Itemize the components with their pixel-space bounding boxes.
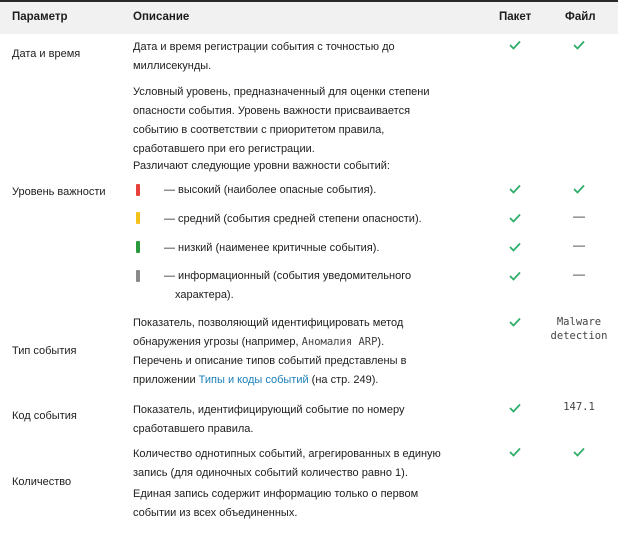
desc-line: Условный уровень, предназначенный для оценки степени xyxy=(133,86,430,98)
desc-line: Перечень и описание типов событий представлены в xyxy=(133,355,407,367)
check-icon xyxy=(509,403,523,417)
desc-line: событии из всех объединенных. xyxy=(133,507,298,519)
desc-line: запись (для одиночных событий количество равно 1). xyxy=(133,467,408,479)
desc-line: Дата и время регистрации события с точностью до xyxy=(133,41,395,53)
code-sample: Аномалия ARP xyxy=(301,336,378,348)
check-icon xyxy=(509,447,523,461)
code-file-value: 147.1 xyxy=(563,401,595,413)
check-icon xyxy=(509,242,523,256)
row-severity-param: Уровень важности xyxy=(12,186,106,198)
severity-info-marker xyxy=(136,270,140,282)
dash-mark: — xyxy=(573,209,585,223)
severity-info-label xyxy=(164,267,474,305)
check-icon xyxy=(509,271,523,285)
desc-line: событию в соответствии с приоритетом правила, xyxy=(133,124,385,136)
desc-text: приложении xyxy=(133,374,199,386)
desc-line: опасности события. Уровень важности присваивается xyxy=(133,105,411,117)
severity-low-label: — низкий (наименее критичные события). xyxy=(164,242,380,254)
row-type-param: Тип события xyxy=(12,345,77,357)
severity-low-marker xyxy=(136,241,140,253)
severity-medium-label: — средний (события средней степени опасности). xyxy=(164,213,422,225)
row-count-desc-extra xyxy=(133,485,478,523)
desc-line: миллисекунды. xyxy=(133,60,212,72)
check-icon xyxy=(509,317,523,331)
desc-line xyxy=(133,333,478,352)
row-code-desc xyxy=(133,401,478,439)
level-line: характера). xyxy=(175,289,234,301)
header-file: Файл xyxy=(565,11,596,23)
header-param: Параметр xyxy=(12,11,68,23)
row-count-desc xyxy=(133,445,478,483)
row-severity-desc xyxy=(133,83,478,159)
check-icon xyxy=(573,184,587,198)
desc-text: обнаружения угрозы (например, xyxy=(133,336,302,348)
check-icon xyxy=(509,184,523,198)
severity-high-label: — высокий (наиболее опасные события). xyxy=(164,184,377,196)
row-datetime-desc xyxy=(133,38,478,76)
desc-line: Единая запись содержит информацию только о первом xyxy=(133,488,419,500)
desc-line: сработавшего правила. xyxy=(133,423,254,435)
level-line: — информационный (события уведомительного xyxy=(164,270,412,282)
dash-mark: — xyxy=(573,267,585,281)
mono-line: detection xyxy=(550,330,608,342)
desc-line: Показатель, идентифицирующий событие по номеру xyxy=(133,404,405,416)
desc-line: сработавшего при его регистрации. xyxy=(133,143,315,155)
severity-medium-marker xyxy=(136,212,140,224)
header-packet: Пакет xyxy=(499,11,532,23)
check-icon xyxy=(509,213,523,227)
header-desc: Описание xyxy=(133,11,190,23)
severity-high-marker xyxy=(136,184,140,196)
row-count-param: Количество xyxy=(12,476,72,488)
desc-line xyxy=(133,371,478,390)
row-type-desc-extra xyxy=(133,352,478,390)
desc-line: Количество однотипных событий, агрегированных в единую xyxy=(133,448,441,460)
check-icon xyxy=(573,447,587,461)
type-file-value xyxy=(539,315,618,343)
desc-line: Показатель, позволяющий идентифицировать метод xyxy=(133,317,404,329)
row-code-param: Код события xyxy=(12,410,77,422)
desc-text: (на стр. 249). xyxy=(308,374,379,386)
check-icon xyxy=(573,40,587,54)
check-icon xyxy=(509,40,523,54)
desc-text: ). xyxy=(377,336,385,348)
mono-line: Malware xyxy=(556,316,602,328)
row-type-desc xyxy=(133,314,478,352)
header-top-border xyxy=(0,0,618,2)
dash-mark: — xyxy=(573,238,585,252)
appendix-link[interactable]: Типы и коды событий xyxy=(198,374,309,386)
row-datetime-param: Дата и время xyxy=(12,48,81,60)
severity-levels-intro: Различают следующие уровни важности событий: xyxy=(133,160,390,172)
